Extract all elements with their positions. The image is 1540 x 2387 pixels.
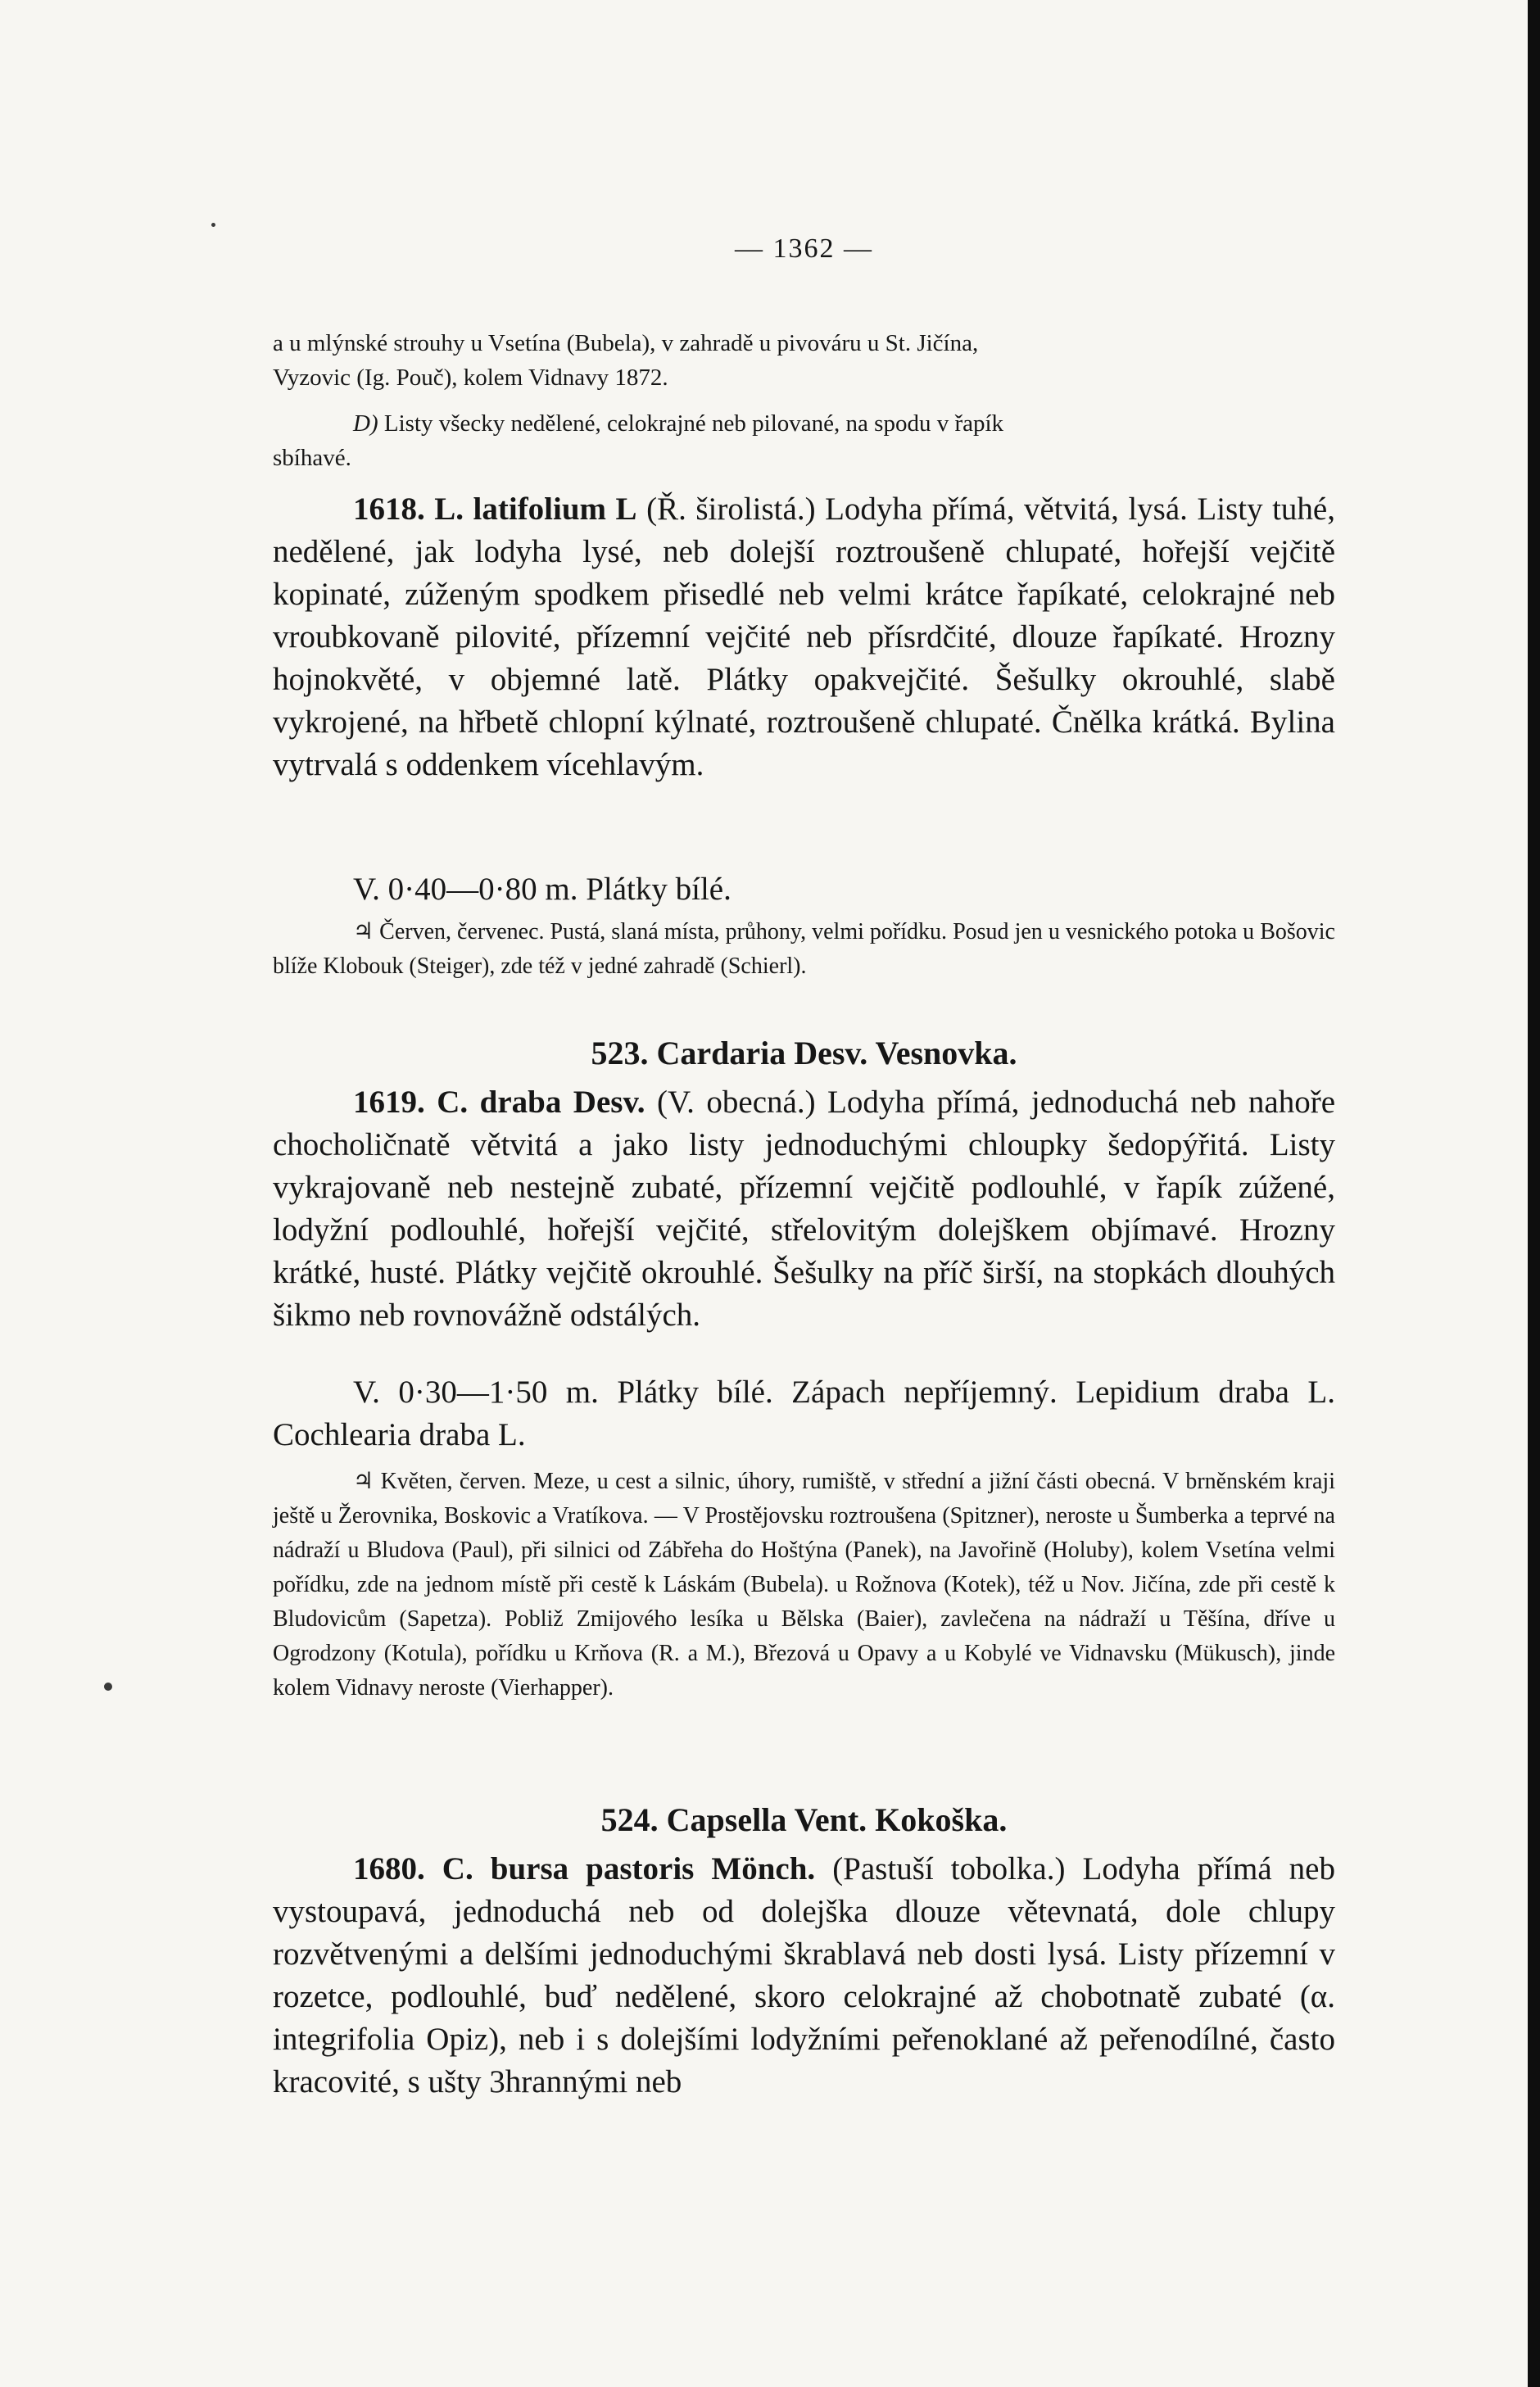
species-1618-note: ♃ Červen, červenec. Pustá, slaná místa, průhony, velmi pořídku. Posud jen u vesnického potoka u Bošovic blíže Klobouk (Steiger), zde též v jedné zahradě (Schierl). — [273, 919, 1335, 979]
species-1619-size: V. 0·30—1·50 m. Plátky bílé. Zápach nepříjemný. Lepidium draba L. Cochlearia draba L. — [273, 1375, 1335, 1452]
section-d-text — [273, 406, 1335, 441]
intro-paragraph — [273, 326, 1335, 395]
page-edge-shadow — [1528, 0, 1540, 2387]
genus-523-heading: 523. Cardaria Desv. Vesnovka. — [591, 1035, 1017, 1071]
species-1680-name: C. bursa pastoris Mönch. — [442, 1851, 816, 1886]
section-d-text-cont: sbíhavé. — [273, 445, 351, 471]
species-1619-number: 1619. — [353, 1085, 425, 1120]
species-1680-body: (Pastuší tobolka.) Lodyha přímá neb vystoupavá, jednoduchá neb od dolejška dlouze větevnatá, dole chlupy rozvětvenými a delšími jednoduchými škrablavá neb dosti lysá. Listy přízemní v rozetce, podlouhlé, buď nedělené, skoro celokrajné až chobotnatě zubaté (α. integrifolia Opiz), neb i s dolejšími lodyžními peřenoklané až peřenodílné, často kracovité, s ušty 3hrannými neb — [273, 1851, 1335, 2099]
species-1618-number: 1618. — [353, 491, 425, 527]
intro-line-1: a u mlýnské strouhy u Vsetína (Bubela), v zahradě u pivováru u St. Jičína, — [273, 330, 979, 356]
species-1680-number: 1680. — [353, 1851, 425, 1886]
section-d-desc: Listy všecky nedělené, celokrajné neb pilované, na spodu v řapík — [383, 410, 1004, 437]
ink-speck — [211, 223, 215, 227]
species-1618-description — [273, 488, 1335, 786]
section-d — [273, 406, 1335, 475]
species-1680-description — [273, 1848, 1335, 2104]
species-1618-size: V. 0·40—0·80 m. Plátky bílé. — [353, 872, 732, 907]
species-1619-note: ♃ Květen, červen. Meze, u cest a silnic, úhory, rumiště, v střední a jižní části obecná. V brněnském kraji ještě u Žerovnika, Boskovic a Vratíkova. — V Prostějovsku roztroušena (Spitzner), neroste u Šumberka a teprvé na nádraží u Bludova (Paul), při silnici od Zábřeha do Hoštýna (Panek), na Javořině (Holuby), kolem Vsetína velmi pořídku, zde na jednom místě při cestě k Láskám (Bubela). u Rožnova (Kotek), též u Nov. Jičína, zde při cestě k Bludovicům (Sapetza). Pobliž Zmijového lesíka u Bělska (Baier), zavlečena na nádraží u Těšína, dříve u Ogrodzony (Kotula), pořídku u Krňova (R. a M.), Březová u Opavy a u Kobylé ve Vidnavsku (Mükusch), jinde kolem Vidnavy neroste (Vierhapper). — [273, 1469, 1335, 1701]
intro-line-2: Vyzovic (Ig. Pouč), kolem Vidnavy 1872. — [273, 365, 668, 391]
species-1619-name: C. draba Desv. — [437, 1085, 645, 1120]
genus-524-heading: 524. Capsella Vent. Kokoška. — [600, 1801, 1008, 1838]
page-number: — 1362 — — [735, 233, 873, 264]
species-1618-name: L. latifolium L — [434, 491, 637, 527]
section-d-label: D) — [353, 410, 378, 437]
species-1619-body: (V. obecná.) Lodyha přímá, jednoduchá neb nahoře chocholičnatě větvitá a jako listy jednoduchými chloupky šedopýřitá. Listy vykrajovaně neb nestejně zubaté, přízemní vejčitě podlouhlé, v řapík zúžené, lodyžní podlouhlé, hořejší vejčité, střelovitým dolejškem objímavé. Hrozny krátké, husté. Plátky vejčitě okrouhlé. Šešulky na příč širší, na stopkách dlouhých šikmo neb rovnovážně odstálých. — [273, 1085, 1336, 1333]
ink-speck — [104, 1683, 112, 1691]
species-1618-body: (Ř. širolistá.) Lodyha přímá, větvitá, lysá. Listy tuhé, nedělené, jak lodyha lysé, neb dolejší roztroušeně chlupaté, hořejší vejčitě kopinaté, zúženým spodkem přisedlé neb velmi krátce řapíkaté, celokrajné neb vroubkovaně pilovité, přízemní vejčité neb přísrdčité, dlouze řapíkaté. Hrozny hojnokvěté, v objemné latě. Plátky opakvejčité. Šešulky okrouhlé, slabě vykrojené, na hřbetě chlopní kýlnaté, roztroušeně chlupaté. Čnělka krátká. Bylina vytrvalá s oddenkem vícehlavým. — [273, 491, 1335, 782]
species-1619-description — [273, 1081, 1335, 1337]
